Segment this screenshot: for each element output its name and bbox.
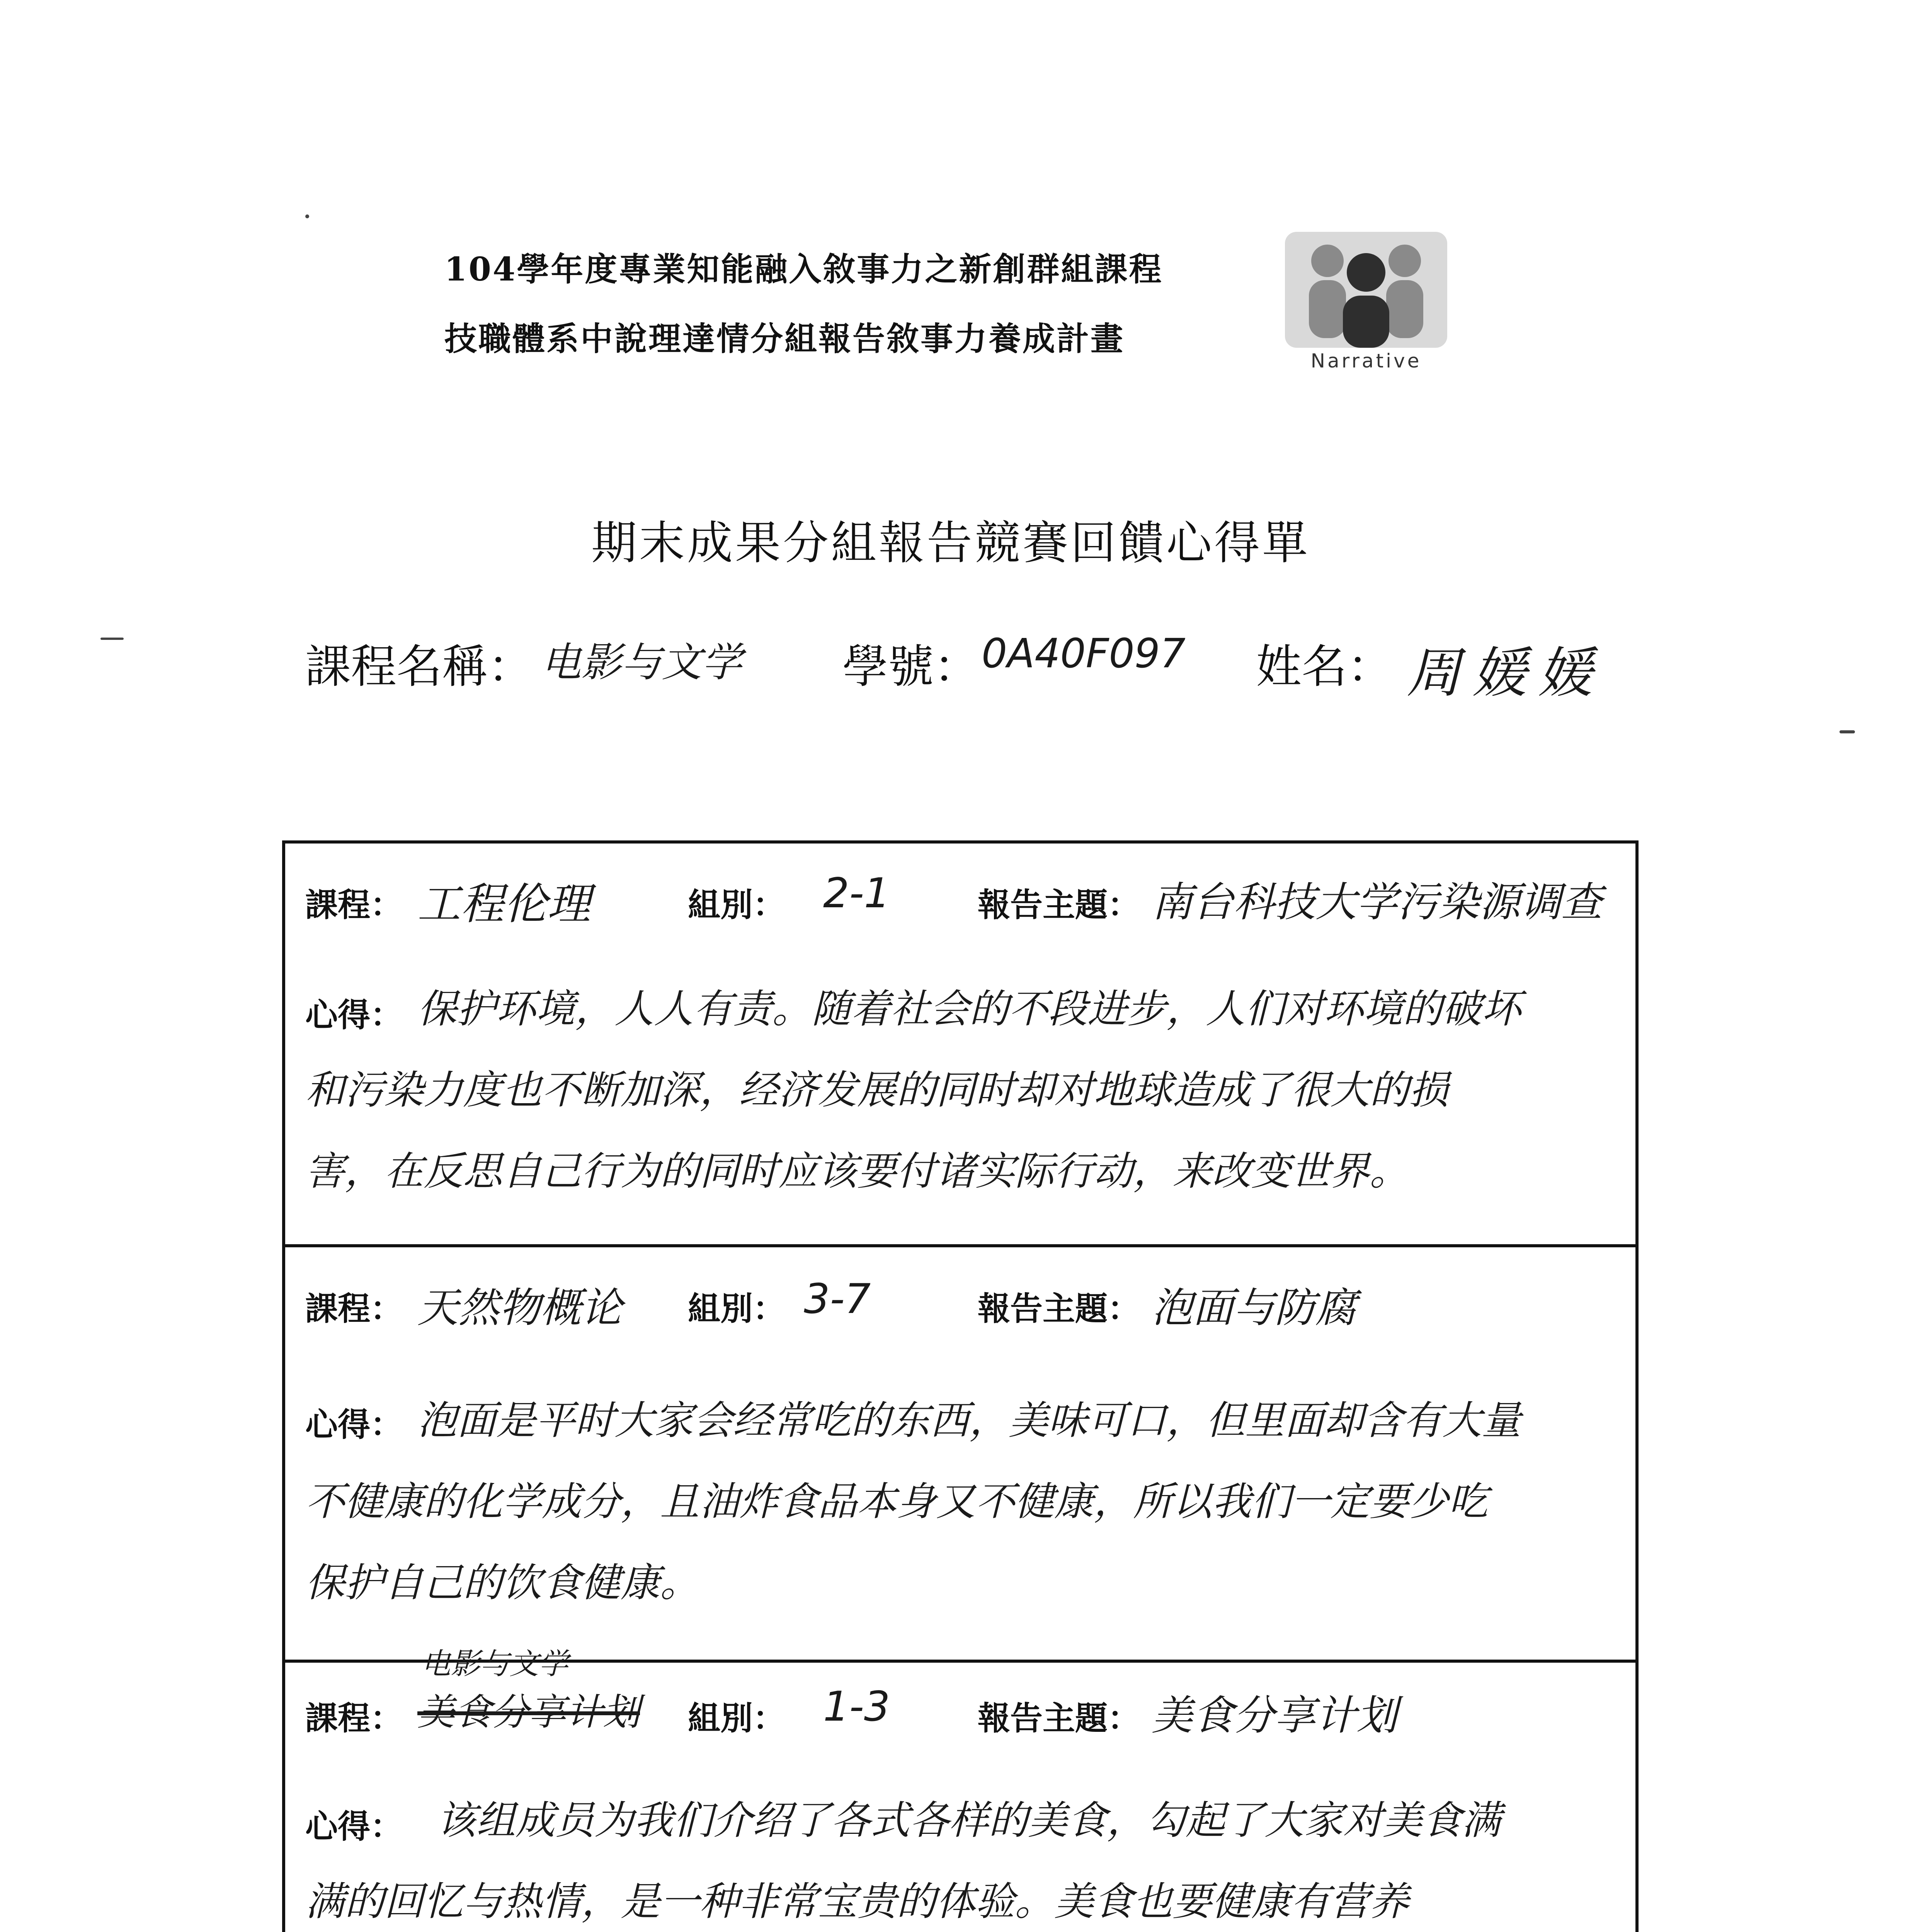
section-3-group-value: 1-3 [823,1683,890,1730]
scan-speck [100,638,124,640]
student-no-value: 0A40F097 [982,630,1186,677]
section-3-course-label: 課程： [305,1699,403,1737]
section-2-topic-value: 泡面与防腐 [1152,1284,1356,1332]
divider-1 [282,1244,1639,1247]
scan-speck [1839,730,1855,733]
section-2-line-1: 泡面是平时大家会经常吃的东西，美味可口，但里面却含有大量 [417,1398,1521,1444]
section-1-line-3: 害，在反思自己行为的同时应该要付诸实际行动，来改变世界。 [305,1148,1409,1194]
section-2-course-value: 天然物概论 [417,1284,622,1332]
name-label: 姓名： [1256,640,1393,693]
section-3-reflection-label: 心得： [305,1808,403,1845]
section-3-line-2: 满的回忆与热情，是一种非常宝贵的体验。美食也要健康有营养 [305,1879,1409,1925]
section-1-course-label: 課程： [305,886,403,924]
section-3-course-correction: 电影与文学 [421,1646,568,1681]
section-3-group-label: 組別： [688,1699,786,1737]
section-1-course-value: 工程伦理 [417,879,590,929]
course-name-value: 电影与文学 [541,639,742,686]
section-2-group-label: 組別： [688,1290,786,1328]
name-value: 周媛媛 [1407,642,1604,705]
section-2-course-label: 課程： [305,1290,403,1328]
narrative-logo [1285,232,1447,383]
section-2-line-3: 保护自己的饮食健康。 [305,1560,699,1606]
student-no-label: 學號： [842,640,980,693]
course-name-label: 課程名稱： [305,640,534,693]
section-3-line-1: 该组成员为我们介绍了各式各样的美食，勾起了大家对美食满 [437,1798,1501,1844]
form-title: 期末成果分組報告競賽回饋心得單 [591,516,1310,570]
section-3-topic-label: 報告主題： [978,1699,1140,1737]
section-1-reflection-label: 心得： [305,996,403,1034]
section-3-course-crossed: 美食分享计划 [417,1690,640,1734]
header-line-1: 104學年度專業知能融入敘事力之新創群組課程 [444,250,1163,288]
section-2-line-2: 不健康的化学成分，且油炸食品本身又不健康，所以我们一定要少吃 [305,1479,1488,1525]
section-2-group-value: 3-7 [804,1275,871,1323]
section-1-topic-label: 報告主題： [978,886,1140,924]
section-1-line-1: 保护环境，人人有责。随着社会的不段进步，人们对环境的破坏 [417,986,1521,1032]
section-1-group-label: 組別： [688,886,786,924]
section-2-reflection-label: 心得： [305,1406,403,1444]
section-1-line-2: 和污染力度也不断加深，经济发展的同时却对地球造成了很大的损 [305,1067,1448,1113]
header-line-2: 技職體系中說理達情分組報告敘事力養成計畫 [444,320,1125,358]
people-group-icon [1285,232,1447,348]
section-2-topic-label: 報告主題： [978,1290,1140,1328]
section-3-topic-value: 美食分享计划 [1152,1692,1397,1739]
scan-speck [305,214,309,218]
section-1-topic-value: 南台科技大学污染源调查 [1152,878,1602,926]
section-1-group-value: 2-1 [823,869,890,917]
logo-caption: Narrative [1310,350,1422,372]
